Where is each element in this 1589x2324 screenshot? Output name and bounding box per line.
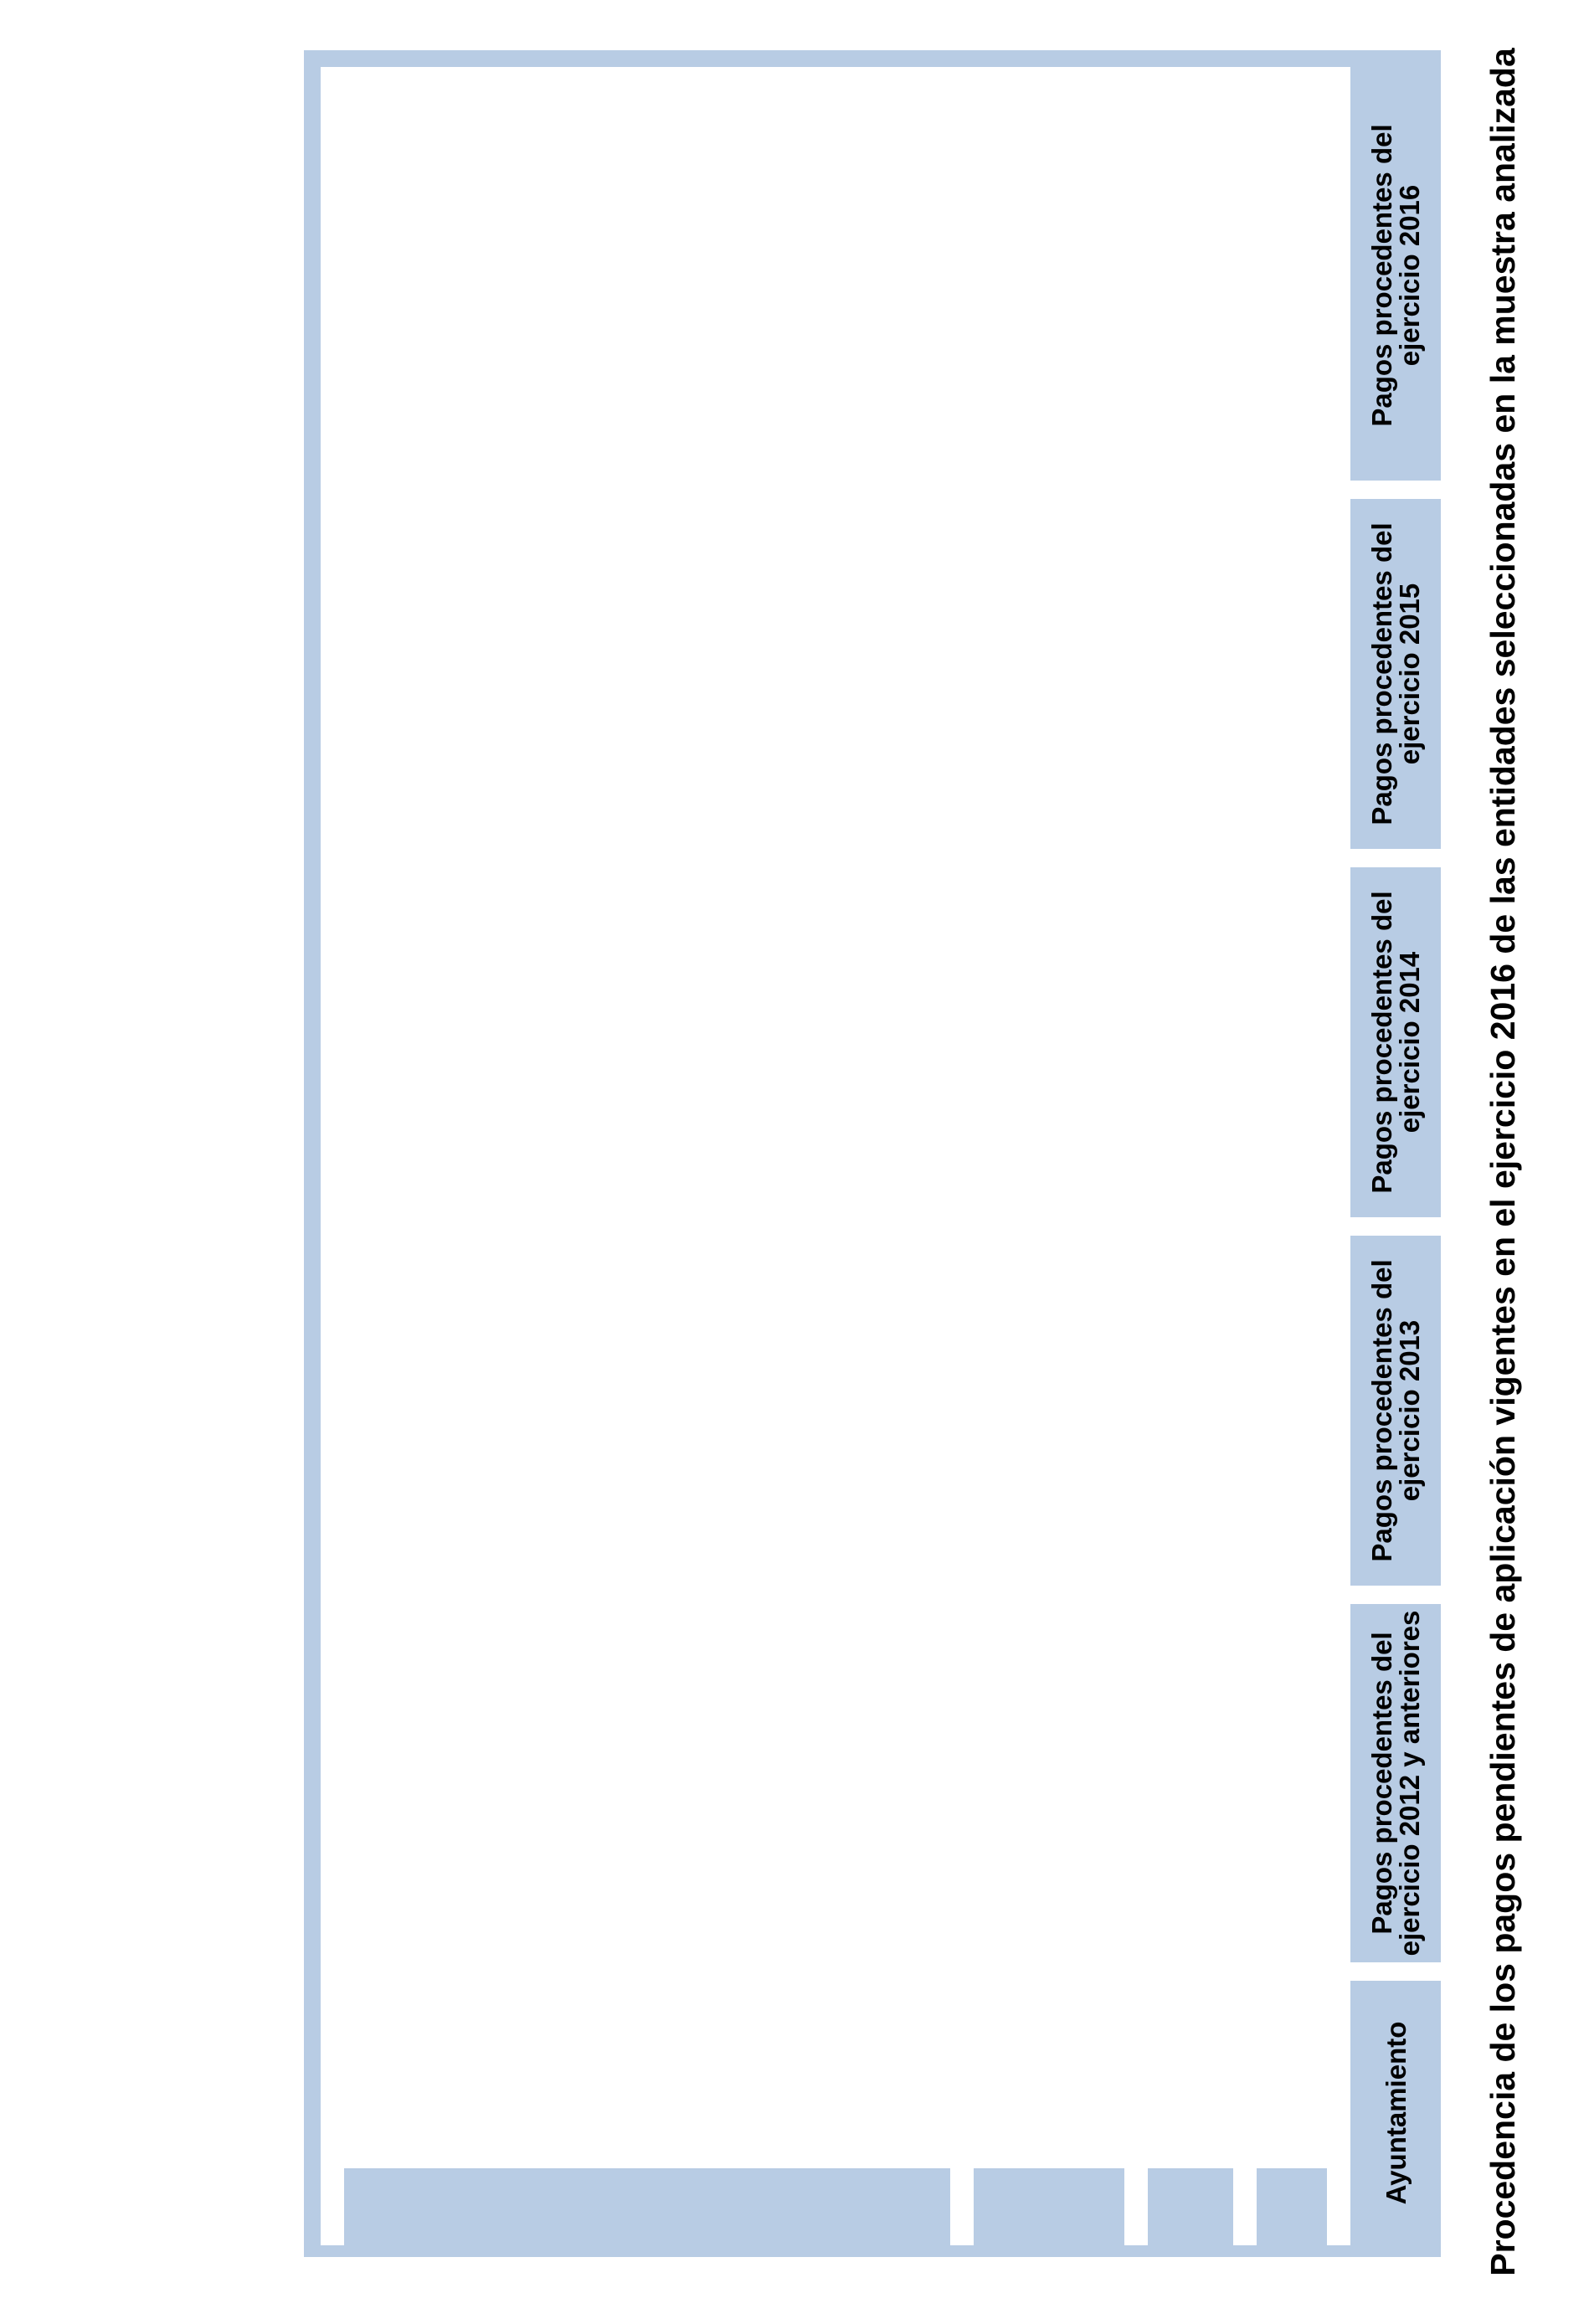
column-header: Pagos procedentes del ejercicio 2015 bbox=[1366, 522, 1425, 825]
data-table bbox=[304, 50, 1441, 2257]
table-grid bbox=[321, 67, 1429, 2245]
column-header: Pagos procedentes del ejercicio 2014 bbox=[1366, 891, 1425, 1194]
document-title: Procedencia de los pagos pendientes de aplicación vigentes en el ejercicio 2016 de las entidades seleccionadas en la muestra analizada bbox=[1484, 48, 1522, 2276]
column-header: Pagos procedentes del ejercicio 2016 bbox=[1366, 124, 1425, 427]
column-header-ayuntamiento: Ayuntamiento bbox=[1380, 2021, 1412, 2205]
column-header: Pagos procedentes del ejercicio 2012 y anteriores bbox=[1366, 1610, 1425, 1956]
column-header: Pagos procedentes del ejercicio 2013 bbox=[1366, 1259, 1425, 1562]
table-body bbox=[321, 67, 1429, 2245]
